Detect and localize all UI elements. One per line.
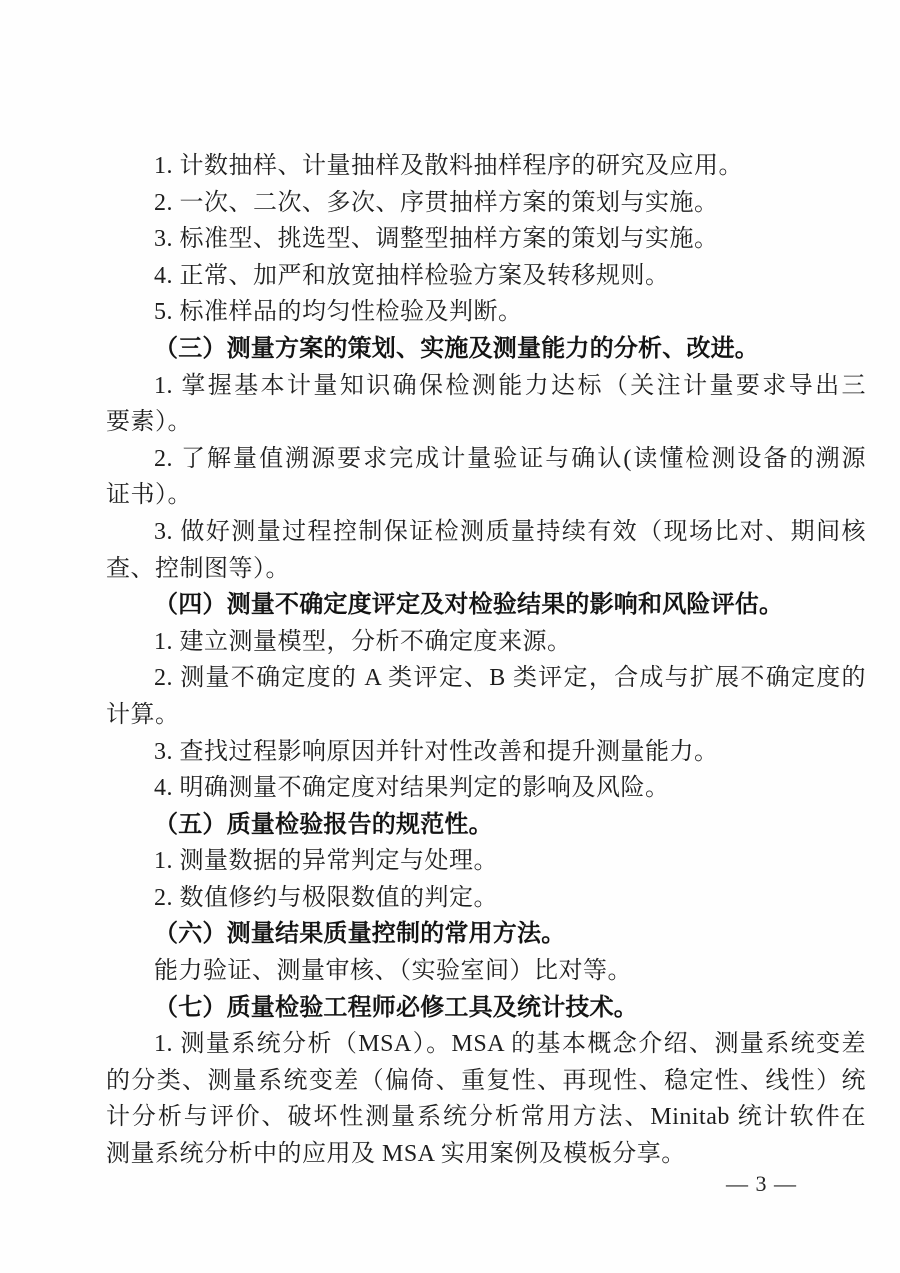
body-text-line: 的分类、测量系统变差（偏倚、重复性、再现性、稳定性、线性）统 (106, 1067, 866, 1094)
body-text-line: 1. 掌握基本计量知识确保检测能力达标（关注计量要求导出三 (154, 372, 866, 399)
body-text-line: 4. 明确测量不确定度对结果判定的影响及风险。 (154, 775, 670, 802)
body-text-line: 计算。 (106, 701, 180, 728)
body-text-line: 1. 计数抽样、计量抽样及散料抽样程序的研究及应用。 (154, 153, 743, 179)
body-text-line: 5. 标准样品的均匀性检验及判断。 (154, 299, 523, 326)
body-text-line: 2. 一次、二次、多次、序贯抽样方案的策划与实施。 (154, 189, 719, 216)
body-text-line: 2. 了解量值溯源要求完成计量验证与确认(读懂检测设备的溯源 (154, 445, 866, 472)
body-text-line: 3. 做好测量过程控制保证检测质量持续有效（现场比对、期间核 (154, 518, 866, 545)
body-text-line: 1. 建立测量模型，分析不确定度来源。 (154, 628, 572, 655)
body-text-line: 2. 数值修约与极限数值的判定。 (154, 884, 498, 911)
document-body (106, 148, 866, 1173)
section-heading: （三）测量方案的策划、实施及测量能力的分析、改进。 (154, 335, 759, 362)
body-text-line: 能力验证、测量审核、（实验室间）比对等。 (154, 958, 632, 985)
page-number: — 3 — (726, 1171, 797, 1196)
body-text-line: 1. 测量数据的异常判定与处理。 (154, 848, 498, 875)
section-heading: （四）测量不确定度评定及对检验结果的影响和风险评估。 (154, 592, 784, 619)
section-heading: （五）质量检验报告的规范性。 (154, 811, 493, 838)
section-heading: （七）质量检验工程师必修工具及统计技术。 (154, 994, 638, 1021)
section-heading: （六）测量结果质量控制的常用方法。 (154, 921, 566, 948)
body-text-line: 2. 测量不确定度的 A 类评定、B 类评定，合成与扩展不确定度的 (154, 665, 866, 692)
body-text-line: 计分析与评价、破坏性测量系统分析常用方法、Minitab 统计软件在 (106, 1104, 866, 1131)
body-text-line: 3. 查找过程影响原因并针对性改善和提升测量能力。 (154, 738, 719, 765)
body-text-line: 测量系统分析中的应用及 MSA 实用案例及模板分享。 (106, 1141, 686, 1168)
body-text-line: 要素）。 (106, 409, 192, 436)
body-text-line: 3. 标准型、挑选型、调整型抽样方案的策划与实施。 (154, 226, 719, 253)
body-text-line: 4. 正常、加严和放宽抽样检验方案及转移规则。 (154, 262, 670, 289)
body-text-line: 1. 测量系统分析（MSA）。MSA 的基本概念介绍、测量系统变差 (154, 1031, 866, 1058)
body-text-line: 证书）。 (106, 482, 192, 509)
body-text-line: 查、控制图等）。 (106, 555, 290, 582)
